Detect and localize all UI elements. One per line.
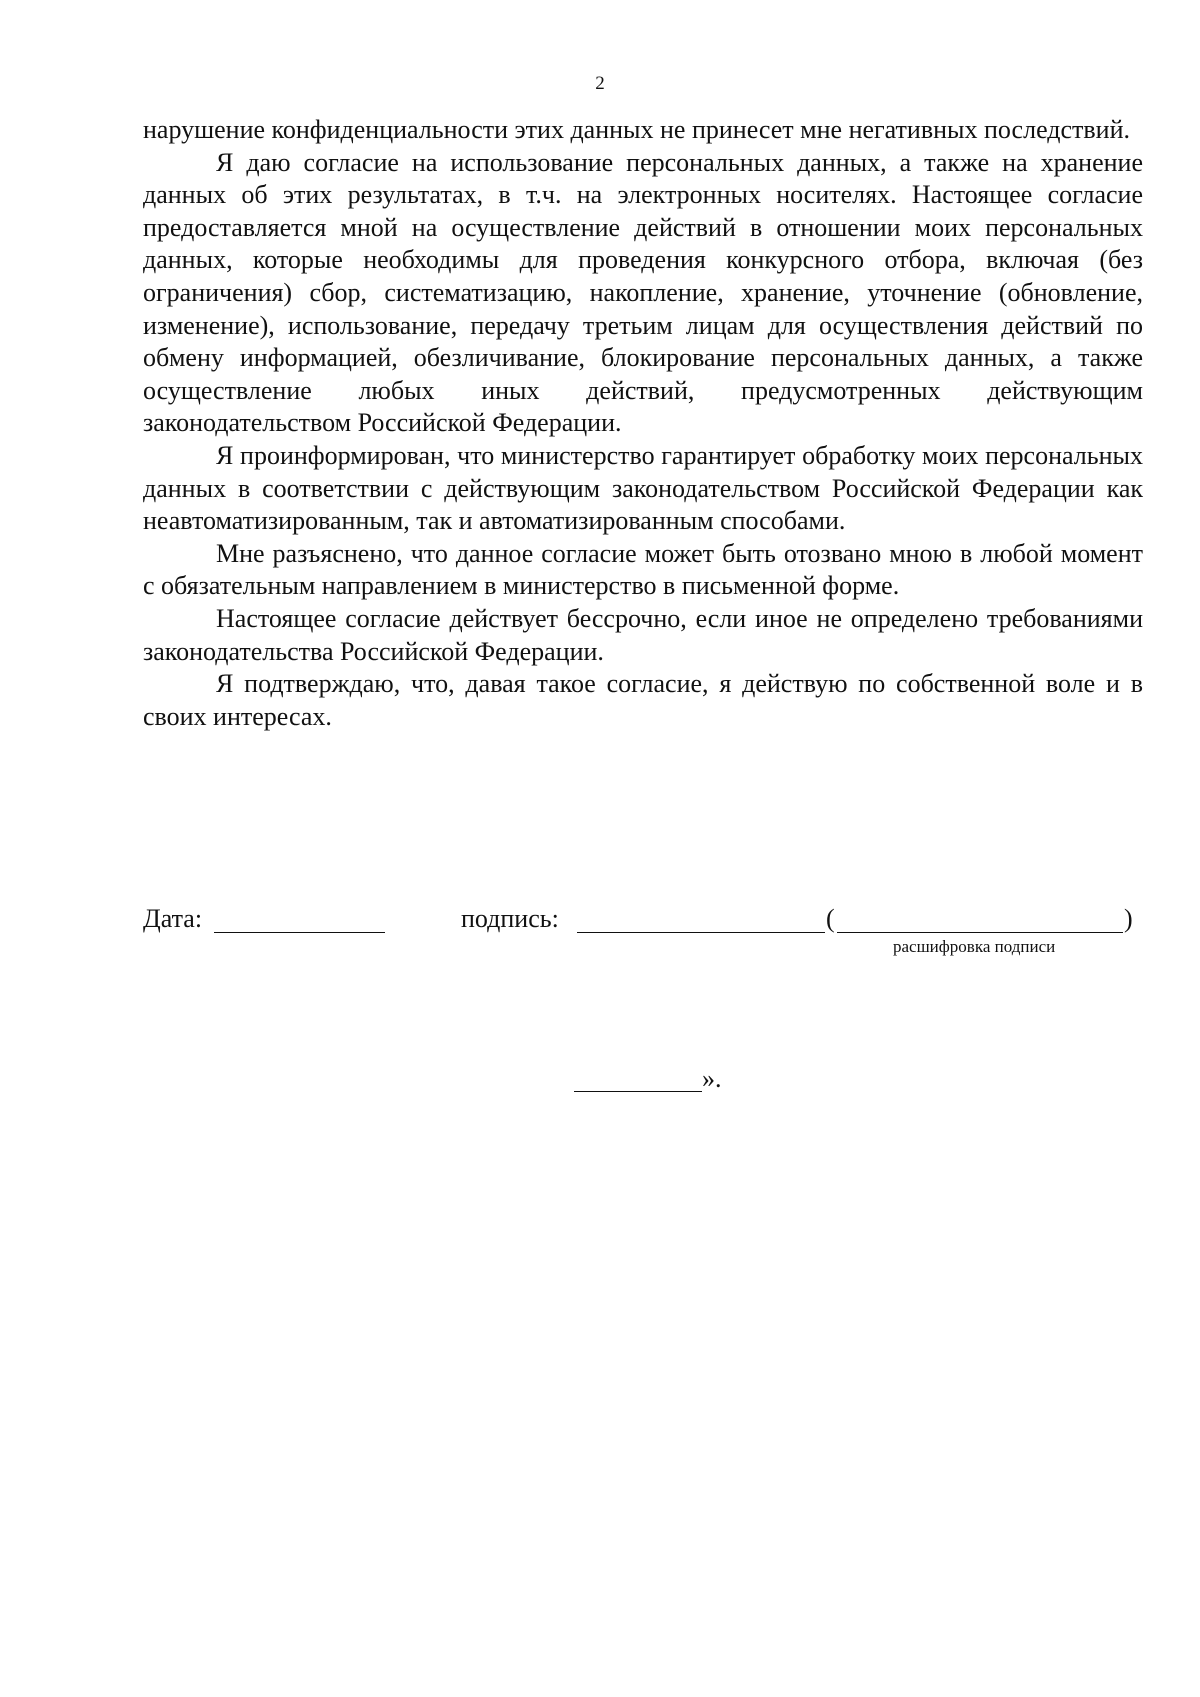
closing-blank-line xyxy=(574,1091,702,1092)
name-decode-blank-line xyxy=(837,932,1123,933)
paragraph-processing-guarantee: Я проинформирован, что министерство гарантирует обработку моих персональных данных в соответствии с действующим законодательством Российской Федерации как неавтоматизированным, так и автоматизированным способами. xyxy=(143,440,1143,536)
date-blank-line xyxy=(214,932,385,933)
paragraph-confirmation: Я подтверждаю, что, давая такое согласие, я действую по собственной воле и в своих интересах. xyxy=(143,669,1143,731)
paragraph-continuation: нарушение конфиденциальности этих данных не принесет мне негативных последствий. xyxy=(143,115,1130,144)
date-label: Дата: xyxy=(143,904,203,933)
signature-label: подпись: xyxy=(461,904,559,933)
closing-quote-mark: ». xyxy=(702,1064,722,1093)
signature-decode-caption: расшифровка подписи xyxy=(893,937,1056,956)
signature-blank-line xyxy=(577,932,825,933)
consent-text xyxy=(143,114,1143,733)
close-paren: ) xyxy=(1124,904,1133,933)
paragraph-validity: Настоящее согласие действует бессрочно, если иное не определено требованиями законодательства Российской Федерации. xyxy=(143,603,1143,666)
paragraph-revocation: Мне разъяснено, что данное согласие может быть отозвано мною в любой момент с обязательным направлением в министерство в письменной форме. xyxy=(143,538,1143,601)
open-paren: ( xyxy=(826,904,835,933)
paragraph-consent-scope: Я даю согласие на использование персональных данных, а также на хранение данных об этих результатах, в т.ч. на электронных носителях. Настоящее согласие предоставляется мной на осуществление действий в отношении моих персональных данных, которые необходимы для проведения конкурсного отбора, включая (без ограничения) сбор, систематизацию, накопление, хранение, уточнение (обновление, изменение), использование, передачу третьим лицам для осуществления действий по обмену информацией, обезличивание, блокирование персональных данных, а также осуществление любых иных действий, предусмотренных действующим законодательством Российской Федерации. xyxy=(143,147,1143,438)
page-number: 2 xyxy=(595,73,605,94)
